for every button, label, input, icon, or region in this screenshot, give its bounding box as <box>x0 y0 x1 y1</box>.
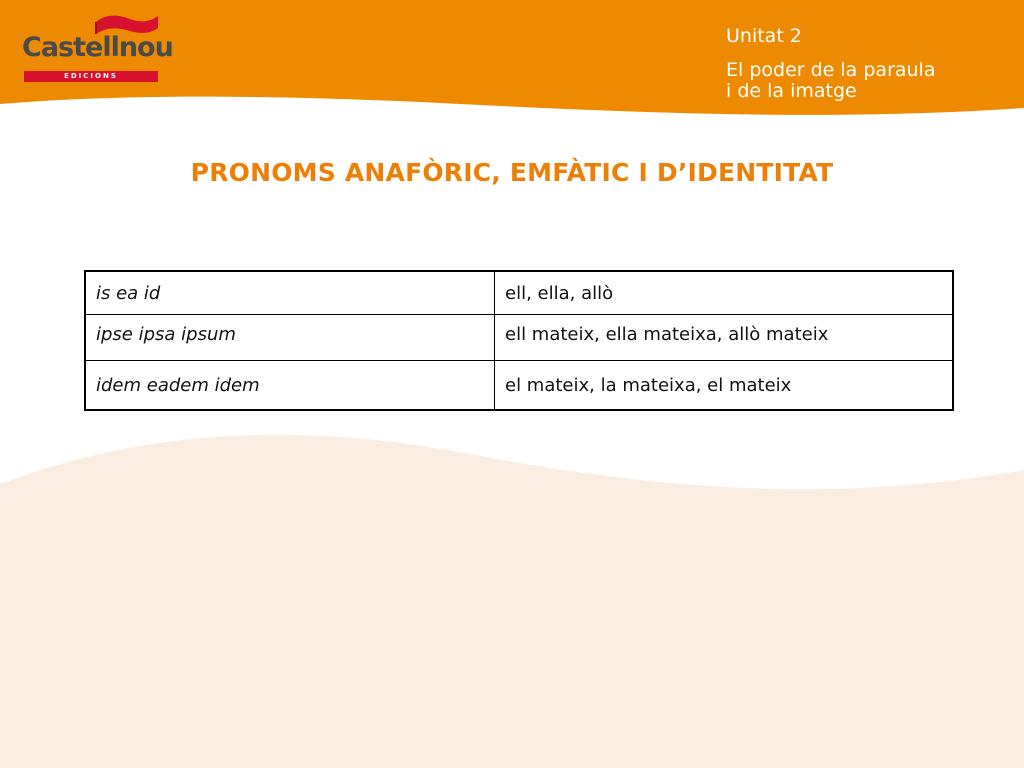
unit-subtitle <box>726 60 1016 102</box>
table-row <box>85 315 953 361</box>
logo-wordmark: Castellnou <box>22 32 173 63</box>
catalan-cell: el mateix, la mateixa, el mateix <box>495 361 954 411</box>
unit-label: Unitat 2 <box>726 25 802 47</box>
latin-cell: idem eadem idem <box>85 361 495 411</box>
catalan-cell: ell, ella, allò <box>495 271 954 315</box>
pronoun-table <box>84 270 954 411</box>
latin-cell: is ea id <box>85 271 495 315</box>
latin-cell: ipse ipsa ipsum <box>85 315 495 361</box>
background-wave <box>0 420 1024 768</box>
unit-subtitle-line-1: El poder de la paraula <box>726 59 936 81</box>
slide-title: PRONOMS ANAFÒRIC, EMFÀTIC I D’IDENTITAT <box>190 158 834 187</box>
catalan-cell: ell mateix, ella mateixa, allò mateix <box>495 315 954 361</box>
logo-tagline: EDICIONS <box>24 71 158 82</box>
table-row <box>85 361 953 411</box>
castellnou-logo <box>22 8 173 80</box>
unit-subtitle-line-2: i de la imatge <box>726 80 857 102</box>
table-row <box>85 271 953 315</box>
